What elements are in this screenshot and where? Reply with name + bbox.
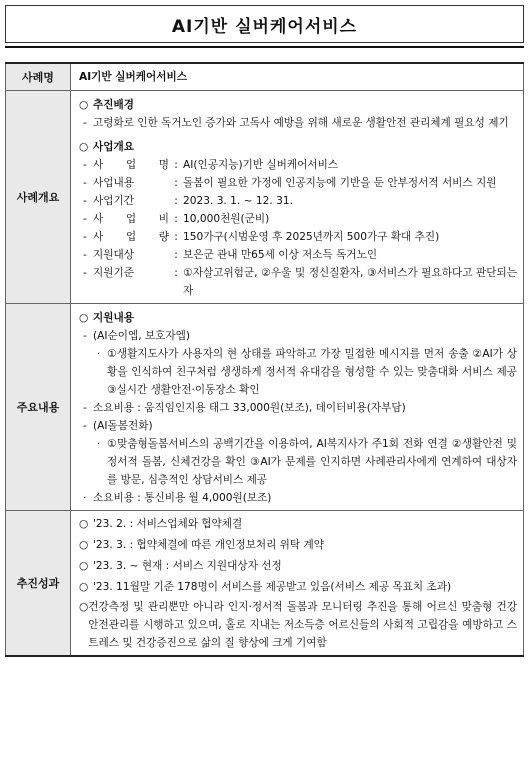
title-underline xyxy=(5,46,524,48)
result-item: ○ '23. 2. : 서비스업체와 협약체결 xyxy=(79,518,243,530)
sub1-cost-line: - 소요비용 : 움직임인지용 태그 33,000원(보조), 데이터비용(자부담) xyxy=(79,399,517,417)
biz-item: - 지원기준 : ①자살고위험군, ②우울 및 정신질환자, ③서비스가 필요하다고 판단되는 자 xyxy=(83,267,517,297)
label-content: 주요내용 xyxy=(6,304,71,511)
results-content xyxy=(71,511,524,657)
page-title: AI기반 실버케어서비스 xyxy=(171,16,358,37)
sub2-title: - (AI돌봄전화) xyxy=(83,420,153,432)
sub1-line: · ①생활지도사가 사용자의 현 상태를 파악하고 가장 밀접한 메시지를 먼저 송출 ②AI가 상황을 인식하여 친구처럼 생생하게 정서적 유대감을 형성할 수 있는 맞춤대화 서비스 제공 ③실시간 생활안전·이동장소 확인 xyxy=(79,345,517,399)
biz-item: - 사업기간 : 2023. 3. 1. ~ 12. 31. xyxy=(83,195,293,207)
result-item: ○ 건강측정 및 관리뿐만 아니라 인지·정서적 돌봄과 모니터링 추진을 통해 어르신 맞춤형 건강 안전관리를 시행하고 있으며, 홀로 지내는 저소득층 어르신들의 사회적 고립감을 예방하고 스트레스 및 건강증진으로 삶의 질 향상에 크게 기여함 xyxy=(79,601,517,649)
row-overview xyxy=(6,91,524,304)
biz-head: ○ 사업개요 xyxy=(79,141,134,153)
main-content xyxy=(71,304,524,511)
biz-item: - 사 업 비 : 10,000천원(군비) xyxy=(83,213,270,225)
label-case-name: 사례명 xyxy=(6,63,71,91)
row-case-name xyxy=(6,63,524,91)
sub2-line: · ①맞춤형돌봄서비스의 공백기간을 이용하여, AI복지사가 주1회 전화 연결 ②생활안전 및 정서적 돌봄, 신체건강을 확인 ③AI가 문제를 인지하면 사례관리사에게 연계하여 대상자를 방문, 심층적인 상담서비스 제공 xyxy=(79,435,517,489)
biz-item: - 사 업 명 : AI(인공지능)기반 실버케어서비스 xyxy=(83,159,339,171)
sub1-text: ①생활지도사가 사용자의 현 상태를 파악하고 가장 밀접한 메시지를 먼저 송출 ②AI가 상황을 인식하여 친구처럼 생생하게 정서적 유대감을 형성할 수 있는 맞춤대화 서비스 제공 ③실시간 생활안전·이동장소 확인 xyxy=(107,348,517,396)
case-table xyxy=(5,62,524,657)
bg-text: 고령화로 인한 독거노인 증가와 고독사 예방을 위해 새로운 생활안전 관리체계 필요성 제기 xyxy=(93,117,509,129)
case-name-value: AI기반 실버케어서비스 xyxy=(71,63,524,91)
overview-content xyxy=(71,91,524,304)
biz-item: - 지원대상 : 보은군 관내 만65세 이상 저소득 독거노인 xyxy=(83,249,378,261)
sub1-title: - (AI순이엡, 보호자엡) xyxy=(83,330,191,342)
sub2-text: ①맞춤형돌봄서비스의 공백기간을 이용하여, AI복지사가 주1회 전화 연결 ②생활안전 및 정서적 돌봄, 신체건강을 확인 ③AI가 문제를 인지하면 사례관리사에게 연계하여 대상자를 방문, 심층적인 상담서비스 제공 xyxy=(107,438,517,486)
bg-head: ○ 추진배경 xyxy=(79,99,134,111)
label-results: 추진성과 xyxy=(6,511,71,657)
result-item: ○ '23. 11월말 기준 178명이 서비스를 제공받고 있음(서비스 제공 목표치 초과) xyxy=(79,581,452,593)
sub2-cost: 소요비용 : 통신비용 월 4,000원(보조) xyxy=(93,492,272,504)
row-content xyxy=(6,304,524,511)
title-box xyxy=(5,5,524,43)
bg-line: - 고령화로 인한 독거노인 증가와 고독사 예방을 위해 새로운 생활안전 관리체계 필요성 제기 xyxy=(79,114,517,132)
label-overview: 사례개요 xyxy=(6,91,71,304)
row-results xyxy=(6,511,524,657)
biz-item: - 사업내용 : 돌봄이 필요한 가정에 인공지능에 기반을 둔 안부정서적 서비스 지원 xyxy=(83,177,497,189)
support-head: ○ 지원내용 xyxy=(79,312,134,324)
result-item: ○ '23. 3. ~ 현재 : 서비스 지원대상자 선정 xyxy=(79,560,282,572)
sub2-cost-line: · 소요비용 : 통신비용 월 4,000원(보조) xyxy=(79,489,517,507)
result-item: ○ '23. 3. : 협약체결에 따른 개인정보처리 위탁 계약 xyxy=(79,539,324,551)
sub1-cost: 소요비용 : 움직임인지용 태그 33,000원(보조), 데이터비용(자부담) xyxy=(93,402,406,414)
biz-item: - 사 업 량 : 150가구(시범운영 후 2025년까지 500가구 확대 추진) xyxy=(83,231,440,243)
